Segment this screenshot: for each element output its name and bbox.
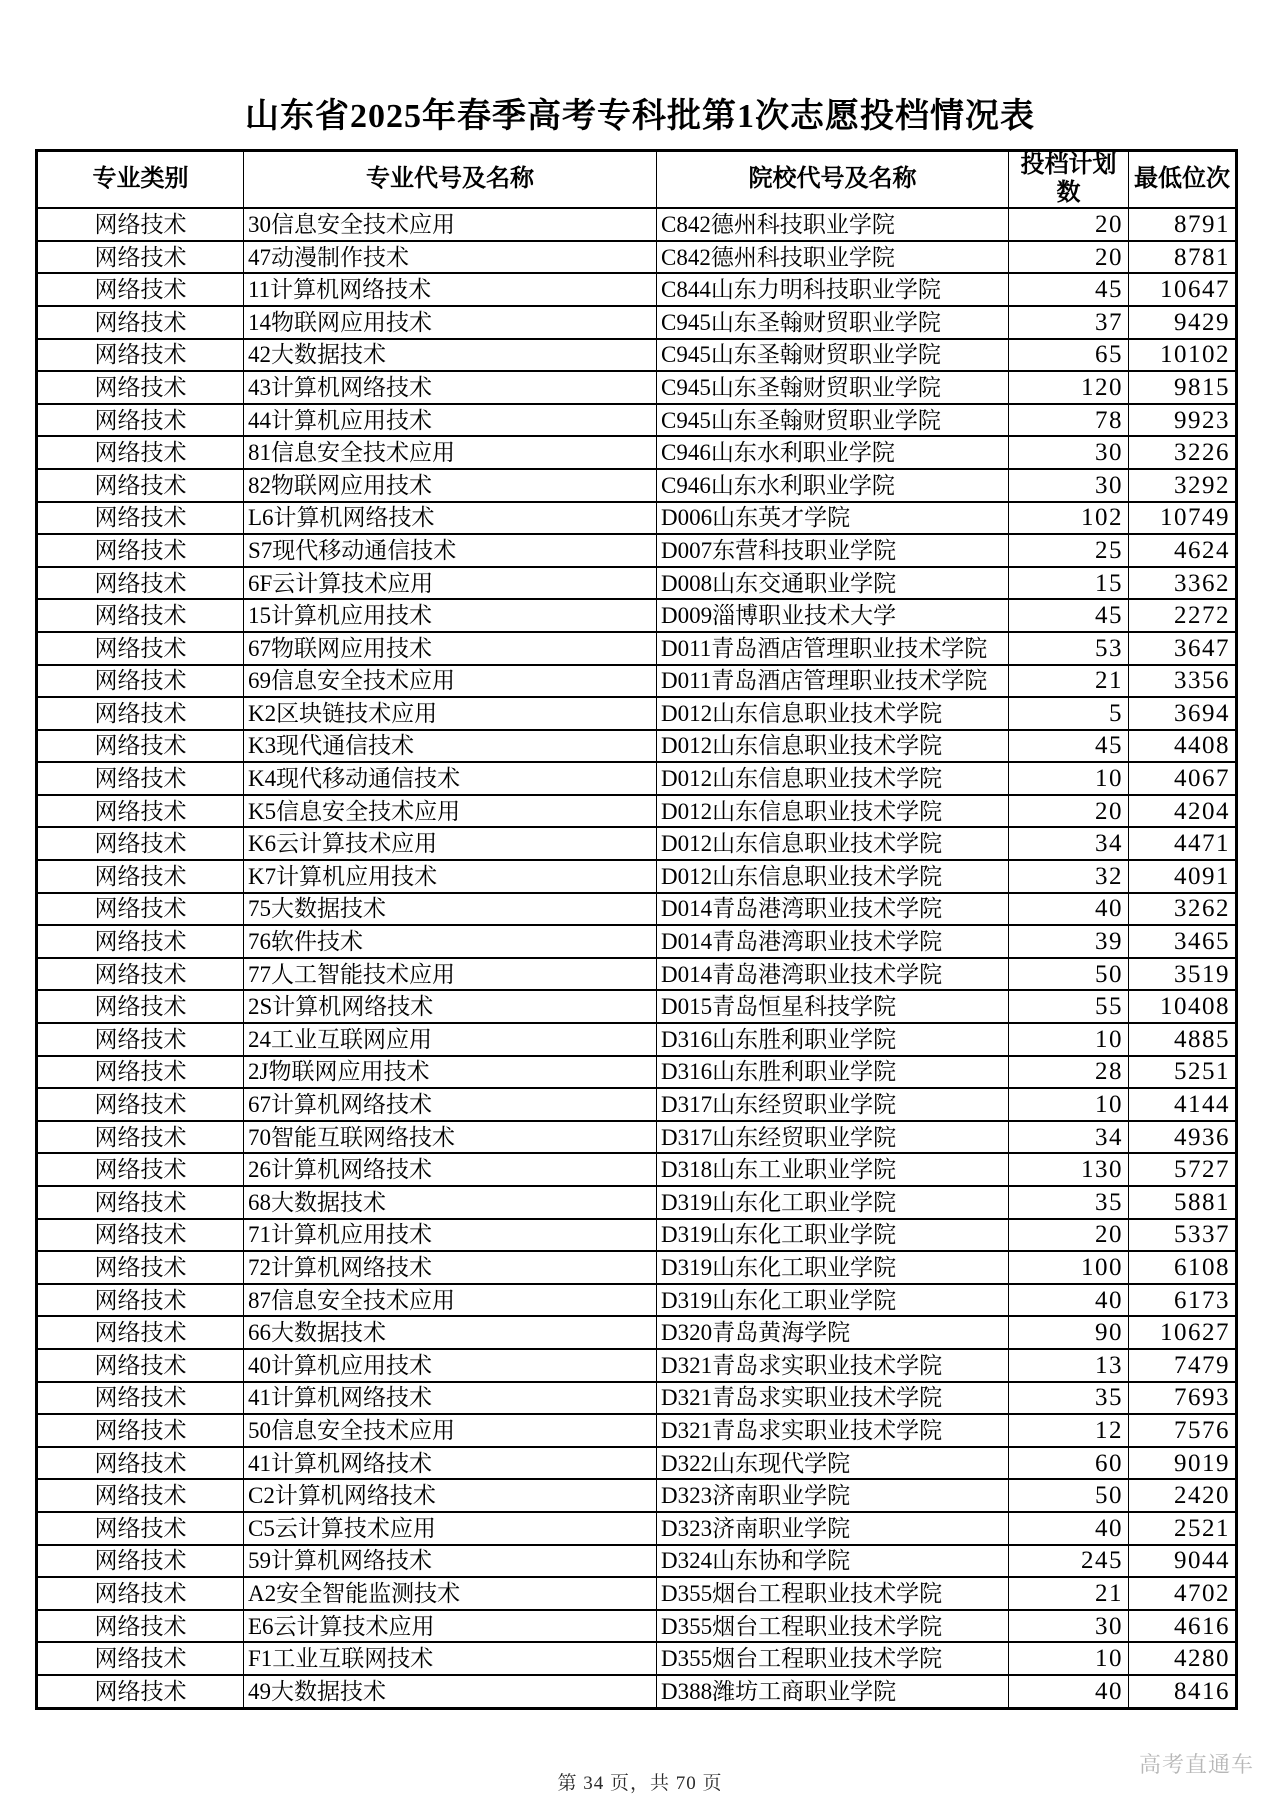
plan-count-cell: 28: [1009, 1056, 1129, 1089]
college-code-name-cell: C946山东水利职业学院: [657, 436, 1009, 469]
plan-count-cell: 45: [1009, 730, 1129, 763]
lowest-rank-cell: 2420: [1129, 1479, 1237, 1512]
major-code-name-cell: E6云计算技术应用: [244, 1610, 657, 1643]
major-code-name-cell: K5信息安全技术应用: [244, 795, 657, 828]
lowest-rank-cell: 9429: [1129, 306, 1237, 339]
major-code-name-cell: S7现代移动通信技术: [244, 534, 657, 567]
major-category-cell: 网络技术: [37, 665, 244, 698]
major-category-cell: 网络技术: [37, 958, 244, 991]
plan-count-cell: 25: [1009, 534, 1129, 567]
major-category-cell: 网络技术: [37, 1121, 244, 1154]
table-row: [37, 1447, 1237, 1480]
plan-count-cell: 40: [1009, 1284, 1129, 1317]
college-code-name-cell: D323济南职业学院: [657, 1479, 1009, 1512]
table-row: [37, 469, 1237, 502]
major-category-cell: 网络技术: [37, 436, 244, 469]
major-category-cell: 网络技术: [37, 1219, 244, 1252]
college-code-name-cell: C842德州科技职业学院: [657, 241, 1009, 274]
major-category-cell: 网络技术: [37, 1545, 244, 1578]
major-category-cell: 网络技术: [37, 306, 244, 339]
major-category-cell: 网络技术: [37, 893, 244, 926]
major-category-cell: 网络技术: [37, 567, 244, 600]
major-category-cell: 网络技术: [37, 925, 244, 958]
major-category-cell: 网络技术: [37, 1382, 244, 1415]
major-code-name-cell: A2安全智能监测技术: [244, 1577, 657, 1610]
table-row: [37, 339, 1237, 372]
lowest-rank-cell: 4408: [1129, 730, 1237, 763]
lowest-rank-cell: 7479: [1129, 1349, 1237, 1382]
major-category-cell: 网络技术: [37, 990, 244, 1023]
major-category-cell: 网络技术: [37, 827, 244, 860]
lowest-rank-cell: 4616: [1129, 1610, 1237, 1643]
major-code-name-cell: 14物联网应用技术: [244, 306, 657, 339]
major-code-name-cell: F1工业互联网技术: [244, 1642, 657, 1675]
college-code-name-cell: D388潍坊工商职业学院: [657, 1675, 1009, 1708]
major-category-cell: 网络技术: [37, 1251, 244, 1284]
lowest-rank-cell: 5881: [1129, 1186, 1237, 1219]
major-code-name-cell: K2区块链技术应用: [244, 697, 657, 730]
lowest-rank-cell: 9019: [1129, 1447, 1237, 1480]
table-row: [37, 1153, 1237, 1186]
major-code-name-cell: K6云计算技术应用: [244, 827, 657, 860]
table-row: [37, 1577, 1237, 1610]
table-row: [37, 273, 1237, 306]
major-code-name-cell: C5云计算技术应用: [244, 1512, 657, 1545]
table-row: [37, 1056, 1237, 1089]
page-number: 第 34 页，共 70 页: [557, 1773, 723, 1794]
college-code-name-cell: C945山东圣翰财贸职业学院: [657, 371, 1009, 404]
lowest-rank-cell: 3226: [1129, 436, 1237, 469]
major-category-cell: 网络技术: [37, 1056, 244, 1089]
college-code-name-cell: C945山东圣翰财贸职业学院: [657, 339, 1009, 372]
lowest-rank-cell: 10749: [1129, 502, 1237, 535]
major-code-name-cell: 70智能互联网络技术: [244, 1121, 657, 1154]
table-row: [37, 990, 1237, 1023]
plan-count-cell: 35: [1009, 1382, 1129, 1415]
lowest-rank-cell: 5727: [1129, 1153, 1237, 1186]
major-code-name-cell: 66大数据技术: [244, 1316, 657, 1349]
table-row: [37, 241, 1237, 274]
major-code-name-cell: 44计算机应用技术: [244, 404, 657, 437]
plan-count-cell: 45: [1009, 273, 1129, 306]
lowest-rank-cell: 4144: [1129, 1088, 1237, 1121]
header-major-code-name: 专业代号及名称: [244, 151, 657, 209]
major-code-name-cell: 50信息安全技术应用: [244, 1414, 657, 1447]
table-row: [37, 208, 1237, 241]
table-row: [37, 1316, 1237, 1349]
table-row: [37, 1479, 1237, 1512]
plan-count-cell: 60: [1009, 1447, 1129, 1480]
table-row: [37, 306, 1237, 339]
major-category-cell: 网络技术: [37, 1577, 244, 1610]
major-category-cell: 网络技术: [37, 534, 244, 567]
college-code-name-cell: D319山东化工职业学院: [657, 1219, 1009, 1252]
table-row: [37, 860, 1237, 893]
major-code-name-cell: 87信息安全技术应用: [244, 1284, 657, 1317]
admission-table: [35, 149, 1238, 1710]
header-major-category: 专业类别: [37, 151, 244, 209]
plan-count-cell: 34: [1009, 827, 1129, 860]
plan-count-cell: 50: [1009, 1479, 1129, 1512]
table-row: [37, 893, 1237, 926]
major-category-cell: 网络技术: [37, 1414, 244, 1447]
major-code-name-cell: 67物联网应用技术: [244, 632, 657, 665]
table-row: [37, 1382, 1237, 1415]
plan-count-cell: 32: [1009, 860, 1129, 893]
table-row: [37, 730, 1237, 763]
plan-count-cell: 20: [1009, 208, 1129, 241]
lowest-rank-cell: 10647: [1129, 273, 1237, 306]
plan-count-cell: 130: [1009, 1153, 1129, 1186]
table-row: [37, 1349, 1237, 1382]
lowest-rank-cell: 9815: [1129, 371, 1237, 404]
plan-count-cell: 13: [1009, 1349, 1129, 1382]
college-code-name-cell: D009淄博职业技术大学: [657, 599, 1009, 632]
major-category-cell: 网络技术: [37, 599, 244, 632]
major-code-name-cell: 76软件技术: [244, 925, 657, 958]
lowest-rank-cell: 10627: [1129, 1316, 1237, 1349]
major-category-cell: 网络技术: [37, 1479, 244, 1512]
major-code-name-cell: 69信息安全技术应用: [244, 665, 657, 698]
plan-count-cell: 10: [1009, 1023, 1129, 1056]
plan-count-cell: 90: [1009, 1316, 1129, 1349]
lowest-rank-cell: 10408: [1129, 990, 1237, 1023]
major-code-name-cell: 77人工智能技术应用: [244, 958, 657, 991]
table-row: [37, 958, 1237, 991]
major-code-name-cell: 59计算机网络技术: [244, 1545, 657, 1578]
plan-count-cell: 15: [1009, 567, 1129, 600]
table-row: [37, 1186, 1237, 1219]
college-code-name-cell: D320青岛黄海学院: [657, 1316, 1009, 1349]
plan-count-cell: 12: [1009, 1414, 1129, 1447]
major-code-name-cell: 42大数据技术: [244, 339, 657, 372]
major-code-name-cell: 41计算机网络技术: [244, 1447, 657, 1480]
college-code-name-cell: D011青岛酒店管理职业技术学院: [657, 665, 1009, 698]
college-code-name-cell: D015青岛恒星科技学院: [657, 990, 1009, 1023]
header-lowest-rank: 最低位次: [1129, 151, 1237, 209]
lowest-rank-cell: 3647: [1129, 632, 1237, 665]
major-code-name-cell: 2S计算机网络技术: [244, 990, 657, 1023]
lowest-rank-cell: 2521: [1129, 1512, 1237, 1545]
lowest-rank-cell: 4702: [1129, 1577, 1237, 1610]
lowest-rank-cell: 4885: [1129, 1023, 1237, 1056]
college-code-name-cell: D012山东信息职业技术学院: [657, 697, 1009, 730]
major-code-name-cell: 82物联网应用技术: [244, 469, 657, 502]
major-code-name-cell: L6计算机网络技术: [244, 502, 657, 535]
college-code-name-cell: C844山东力明科技职业学院: [657, 273, 1009, 306]
major-code-name-cell: 47动漫制作技术: [244, 241, 657, 274]
table-body: [37, 208, 1237, 1708]
major-category-cell: 网络技术: [37, 371, 244, 404]
table-row: [37, 665, 1237, 698]
college-code-name-cell: D007东营科技职业学院: [657, 534, 1009, 567]
table-row: [37, 436, 1237, 469]
lowest-rank-cell: 7576: [1129, 1414, 1237, 1447]
college-code-name-cell: D012山东信息职业技术学院: [657, 860, 1009, 893]
major-category-cell: 网络技术: [37, 469, 244, 502]
lowest-rank-cell: 7693: [1129, 1382, 1237, 1415]
major-category-cell: 网络技术: [37, 1316, 244, 1349]
table-row: [37, 925, 1237, 958]
lowest-rank-cell: 8791: [1129, 208, 1237, 241]
major-category-cell: 网络技术: [37, 632, 244, 665]
lowest-rank-cell: 3694: [1129, 697, 1237, 730]
table-row: [37, 1251, 1237, 1284]
major-category-cell: 网络技术: [37, 1349, 244, 1382]
major-category-cell: 网络技术: [37, 339, 244, 372]
college-code-name-cell: D316山东胜利职业学院: [657, 1023, 1009, 1056]
table-row: [37, 1088, 1237, 1121]
table-row: [37, 1642, 1237, 1675]
lowest-rank-cell: 4280: [1129, 1642, 1237, 1675]
college-code-name-cell: D012山东信息职业技术学院: [657, 795, 1009, 828]
lowest-rank-cell: 8781: [1129, 241, 1237, 274]
table-row: [37, 1512, 1237, 1545]
college-code-name-cell: C842德州科技职业学院: [657, 208, 1009, 241]
college-code-name-cell: D014青岛港湾职业技术学院: [657, 893, 1009, 926]
major-code-name-cell: 11计算机网络技术: [244, 273, 657, 306]
table-row: [37, 1023, 1237, 1056]
table-row: [37, 599, 1237, 632]
college-code-name-cell: D355烟台工程职业技术学院: [657, 1577, 1009, 1610]
plan-count-cell: 39: [1009, 925, 1129, 958]
plan-count-cell: 34: [1009, 1121, 1129, 1154]
major-code-name-cell: 67计算机网络技术: [244, 1088, 657, 1121]
header-college-code-name: 院校代号及名称: [657, 151, 1009, 209]
plan-count-cell: 5: [1009, 697, 1129, 730]
major-code-name-cell: K7计算机应用技术: [244, 860, 657, 893]
college-code-name-cell: D321青岛求实职业技术学院: [657, 1414, 1009, 1447]
college-code-name-cell: D006山东英才学院: [657, 502, 1009, 535]
plan-count-cell: 55: [1009, 990, 1129, 1023]
college-code-name-cell: C945山东圣翰财贸职业学院: [657, 404, 1009, 437]
table-row: [37, 1610, 1237, 1643]
watermark-label: 高考直通车: [1138, 1752, 1254, 1777]
major-category-cell: 网络技术: [37, 1023, 244, 1056]
plan-count-cell: 65: [1009, 339, 1129, 372]
lowest-rank-cell: 4204: [1129, 795, 1237, 828]
college-code-name-cell: C945山东圣翰财贸职业学院: [657, 306, 1009, 339]
lowest-rank-cell: 9923: [1129, 404, 1237, 437]
college-code-name-cell: D319山东化工职业学院: [657, 1186, 1009, 1219]
lowest-rank-cell: 3465: [1129, 925, 1237, 958]
major-code-name-cell: 81信息安全技术应用: [244, 436, 657, 469]
major-code-name-cell: 49大数据技术: [244, 1675, 657, 1708]
major-code-name-cell: 2J物联网应用技术: [244, 1056, 657, 1089]
table-row: [37, 1545, 1237, 1578]
college-code-name-cell: D014青岛港湾职业技术学院: [657, 925, 1009, 958]
plan-count-cell: 78: [1009, 404, 1129, 437]
header-plan-count: 投档计划数: [1009, 151, 1129, 209]
college-code-name-cell: D321青岛求实职业技术学院: [657, 1349, 1009, 1382]
major-code-name-cell: 41计算机网络技术: [244, 1382, 657, 1415]
table-row: [37, 371, 1237, 404]
major-code-name-cell: K4现代移动通信技术: [244, 762, 657, 795]
major-category-cell: 网络技术: [37, 762, 244, 795]
college-code-name-cell: D324山东协和学院: [657, 1545, 1009, 1578]
page-title: 山东省2025年春季高考专科批第1次志愿投档情况表: [245, 98, 1035, 135]
table-row: [37, 534, 1237, 567]
table-row: [37, 795, 1237, 828]
plan-count-cell: 21: [1009, 1577, 1129, 1610]
plan-count-cell: 37: [1009, 306, 1129, 339]
major-category-cell: 网络技术: [37, 404, 244, 437]
major-code-name-cell: 26计算机网络技术: [244, 1153, 657, 1186]
college-code-name-cell: D012山东信息职业技术学院: [657, 762, 1009, 795]
plan-count-cell: 45: [1009, 599, 1129, 632]
college-code-name-cell: D355烟台工程职业技术学院: [657, 1642, 1009, 1675]
major-category-cell: 网络技术: [37, 730, 244, 763]
lowest-rank-cell: 3519: [1129, 958, 1237, 991]
lowest-rank-cell: 3356: [1129, 665, 1237, 698]
plan-count-cell: 30: [1009, 469, 1129, 502]
major-code-name-cell: 43计算机网络技术: [244, 371, 657, 404]
major-category-cell: 网络技术: [37, 1447, 244, 1480]
lowest-rank-cell: 5337: [1129, 1219, 1237, 1252]
table-row: [37, 632, 1237, 665]
plan-count-cell: 10: [1009, 762, 1129, 795]
plan-count-cell: 245: [1009, 1545, 1129, 1578]
college-code-name-cell: D323济南职业学院: [657, 1512, 1009, 1545]
table-row: [37, 567, 1237, 600]
table-row: [37, 1219, 1237, 1252]
major-code-name-cell: 71计算机应用技术: [244, 1219, 657, 1252]
plan-count-cell: 10: [1009, 1642, 1129, 1675]
lowest-rank-cell: 4067: [1129, 762, 1237, 795]
major-category-cell: 网络技术: [37, 273, 244, 306]
plan-count-cell: 102: [1009, 502, 1129, 535]
plan-count-cell: 100: [1009, 1251, 1129, 1284]
plan-count-cell: 35: [1009, 1186, 1129, 1219]
college-code-name-cell: D317山东经贸职业学院: [657, 1088, 1009, 1121]
lowest-rank-cell: 5251: [1129, 1056, 1237, 1089]
college-code-name-cell: D321青岛求实职业技术学院: [657, 1382, 1009, 1415]
major-code-name-cell: 68大数据技术: [244, 1186, 657, 1219]
plan-count-cell: 10: [1009, 1088, 1129, 1121]
plan-count-cell: 20: [1009, 241, 1129, 274]
table-row: [37, 1284, 1237, 1317]
major-category-cell: 网络技术: [37, 502, 244, 535]
major-category-cell: 网络技术: [37, 1610, 244, 1643]
major-category-cell: 网络技术: [37, 860, 244, 893]
lowest-rank-cell: 2272: [1129, 599, 1237, 632]
major-category-cell: 网络技术: [37, 1284, 244, 1317]
college-code-name-cell: D012山东信息职业技术学院: [657, 827, 1009, 860]
college-code-name-cell: D319山东化工职业学院: [657, 1284, 1009, 1317]
college-code-name-cell: D317山东经贸职业学院: [657, 1121, 1009, 1154]
college-code-name-cell: D008山东交通职业学院: [657, 567, 1009, 600]
plan-count-cell: 53: [1009, 632, 1129, 665]
plan-count-cell: 40: [1009, 893, 1129, 926]
college-code-name-cell: D322山东现代学院: [657, 1447, 1009, 1480]
lowest-rank-cell: 6173: [1129, 1284, 1237, 1317]
major-category-cell: 网络技术: [37, 208, 244, 241]
lowest-rank-cell: 8416: [1129, 1675, 1237, 1708]
major-category-cell: 网络技术: [37, 1675, 244, 1708]
lowest-rank-cell: 6108: [1129, 1251, 1237, 1284]
table-row: [37, 827, 1237, 860]
table-row: [37, 697, 1237, 730]
plan-count-cell: 120: [1009, 371, 1129, 404]
college-code-name-cell: D012山东信息职业技术学院: [657, 730, 1009, 763]
table-row: [37, 404, 1237, 437]
college-code-name-cell: D014青岛港湾职业技术学院: [657, 958, 1009, 991]
lowest-rank-cell: 10102: [1129, 339, 1237, 372]
lowest-rank-cell: 3292: [1129, 469, 1237, 502]
major-category-cell: 网络技术: [37, 1512, 244, 1545]
lowest-rank-cell: 3362: [1129, 567, 1237, 600]
major-category-cell: 网络技术: [37, 1153, 244, 1186]
plan-count-cell: 21: [1009, 665, 1129, 698]
major-category-cell: 网络技术: [37, 1186, 244, 1219]
lowest-rank-cell: 3262: [1129, 893, 1237, 926]
plan-count-cell: 20: [1009, 795, 1129, 828]
major-code-name-cell: 75大数据技术: [244, 893, 657, 926]
table-header-row: [37, 151, 1237, 209]
college-code-name-cell: D355烟台工程职业技术学院: [657, 1610, 1009, 1643]
college-code-name-cell: D011青岛酒店管理职业技术学院: [657, 632, 1009, 665]
plan-count-cell: 30: [1009, 1610, 1129, 1643]
plan-count-cell: 40: [1009, 1512, 1129, 1545]
major-category-cell: 网络技术: [37, 241, 244, 274]
major-code-name-cell: C2计算机网络技术: [244, 1479, 657, 1512]
lowest-rank-cell: 4936: [1129, 1121, 1237, 1154]
plan-count-cell: 30: [1009, 436, 1129, 469]
lowest-rank-cell: 9044: [1129, 1545, 1237, 1578]
college-code-name-cell: D318山东工业职业学院: [657, 1153, 1009, 1186]
lowest-rank-cell: 4091: [1129, 860, 1237, 893]
table-row: [37, 1414, 1237, 1447]
lowest-rank-cell: 4624: [1129, 534, 1237, 567]
table-row: [37, 502, 1237, 535]
lowest-rank-cell: 4471: [1129, 827, 1237, 860]
plan-count-cell: 40: [1009, 1675, 1129, 1708]
major-code-name-cell: 15计算机应用技术: [244, 599, 657, 632]
table-row: [37, 1675, 1237, 1708]
major-code-name-cell: 72计算机网络技术: [244, 1251, 657, 1284]
major-category-cell: 网络技术: [37, 697, 244, 730]
major-code-name-cell: 6F云计算技术应用: [244, 567, 657, 600]
major-category-cell: 网络技术: [37, 1088, 244, 1121]
major-code-name-cell: 24工业互联网应用: [244, 1023, 657, 1056]
college-code-name-cell: D319山东化工职业学院: [657, 1251, 1009, 1284]
table-row: [37, 762, 1237, 795]
college-code-name-cell: C946山东水利职业学院: [657, 469, 1009, 502]
plan-count-cell: 20: [1009, 1219, 1129, 1252]
plan-count-cell: 50: [1009, 958, 1129, 991]
major-category-cell: 网络技术: [37, 1642, 244, 1675]
table-row: [37, 1121, 1237, 1154]
college-code-name-cell: D316山东胜利职业学院: [657, 1056, 1009, 1089]
major-code-name-cell: 40计算机应用技术: [244, 1349, 657, 1382]
major-code-name-cell: K3现代通信技术: [244, 730, 657, 763]
major-code-name-cell: 30信息安全技术应用: [244, 208, 657, 241]
major-category-cell: 网络技术: [37, 795, 244, 828]
